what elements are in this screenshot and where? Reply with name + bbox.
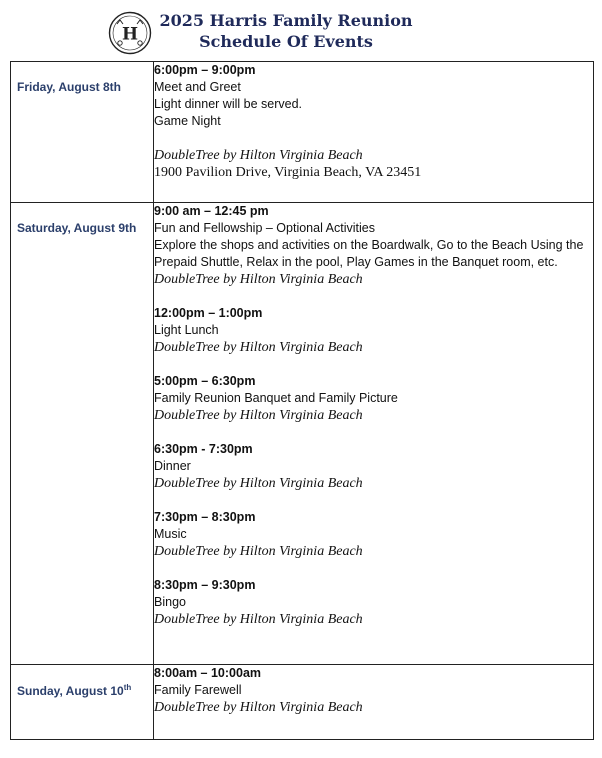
event-venue: DoubleTree by Hilton Virginia Beach: [154, 476, 363, 491]
event-item: [154, 509, 593, 560]
day-cell: [11, 665, 154, 740]
event-line: Music: [154, 527, 187, 541]
event-time: 8:30pm – 9:30pm: [154, 578, 256, 592]
event-venue: DoubleTree by Hilton Virginia Beach: [154, 612, 363, 627]
family-logo-icon: [108, 11, 152, 55]
title-line-1: 2025 Harris Family Reunion: [159, 11, 413, 30]
title-line-2: Schedule Of Events: [199, 32, 373, 51]
schedule-row-sunday: [11, 665, 594, 740]
document-title: [150, 10, 422, 52]
event-line: Light dinner will be served.: [154, 97, 302, 111]
event-line: Light Lunch: [154, 323, 219, 337]
day-label-suffix: th: [123, 683, 132, 692]
event-item: [154, 665, 593, 716]
document-header: [0, 6, 602, 56]
event-item: [154, 305, 593, 356]
event-venue: DoubleTree by Hilton Virginia Beach: [154, 408, 363, 423]
schedule-table: [10, 61, 594, 740]
event-venue: DoubleTree by Hilton Virginia Beach: [154, 700, 363, 715]
event-item: [154, 62, 593, 181]
event-item: [154, 441, 593, 492]
event-line: Dinner: [154, 459, 191, 473]
event-line: Fun and Fellowship – Optional Activities: [154, 221, 375, 235]
event-line: Game Night: [154, 114, 221, 128]
events-cell: [154, 62, 594, 203]
event-venue: DoubleTree by Hilton Virginia Beach: [154, 544, 363, 559]
event-line: Family Reunion Banquet and Family Picture: [154, 391, 398, 405]
day-label-friday: Friday, August 8th: [17, 80, 122, 94]
event-time: 7:30pm – 8:30pm: [154, 510, 256, 524]
event-time: 5:00pm – 6:30pm: [154, 374, 256, 388]
event-time: 6:30pm - 7:30pm: [154, 442, 253, 456]
day-label-saturday: Saturday, August 9th: [17, 221, 137, 235]
day-label-main: Sunday, August 10: [17, 684, 124, 698]
events-cell: [154, 203, 594, 665]
logo-letter: H: [121, 24, 139, 45]
event-time: 6:00pm – 9:00pm: [154, 63, 256, 77]
event-line: Explore the shops and activities on the Boardwalk, Go to the Beach Using the Prepaid Shuttle, Relax in the pool, Play Games in the Banquet room, etc.: [154, 238, 584, 269]
event-line: Bingo: [154, 595, 186, 609]
event-item: [154, 577, 593, 628]
event-item: [154, 203, 593, 288]
event-time: 8:00am – 10:00am: [154, 666, 262, 680]
event-item: [154, 373, 593, 424]
event-venue: DoubleTree by Hilton Virginia Beach: [154, 340, 363, 355]
day-cell: [11, 62, 154, 203]
event-address: 1900 Pavilion Drive, Virginia Beach, VA 23451: [154, 165, 422, 180]
day-cell: [11, 203, 154, 665]
event-venue: DoubleTree by Hilton Virginia Beach: [154, 148, 363, 163]
schedule-row-saturday: [11, 203, 594, 665]
event-line: Meet and Greet: [154, 80, 241, 94]
event-time: 12:00pm – 1:00pm: [154, 306, 263, 320]
day-label-sunday: [11, 665, 153, 698]
event-line: Family Farewell: [154, 683, 242, 697]
events-cell: [154, 665, 594, 740]
event-venue: DoubleTree by Hilton Virginia Beach: [154, 272, 363, 287]
schedule-row-friday: [11, 62, 594, 203]
event-time: 9:00 am – 12:45 pm: [154, 204, 269, 218]
